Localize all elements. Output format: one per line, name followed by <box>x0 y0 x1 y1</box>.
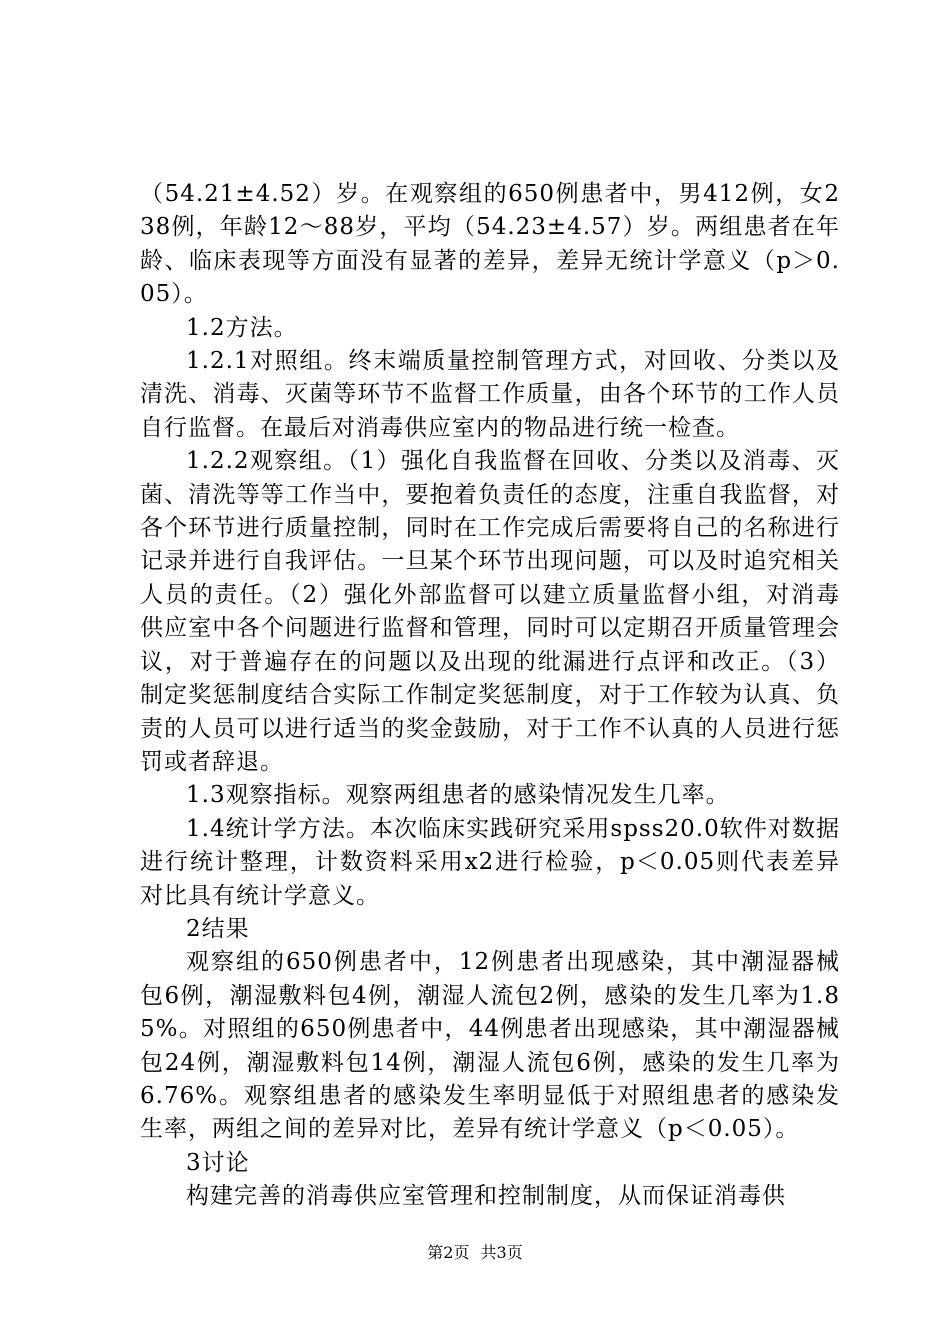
paragraph-results: 观察组的650例患者中，12例患者出现感染，其中潮湿器械包6例，潮湿敷料包4例，潮湿人流包2例，感染的发生几率为1.85%。对照组的650例患者中，44例患者出现感染，其中潮湿器械包24例，潮湿敷料包14例，潮湿人流包6例，感染的发生几率为6.76%。观察组患者的感染发生率明显低于对照组患者的感染发生率，两组之间的差异对比，差异有统计学意义（p＜0.05）。 <box>140 949 840 1143</box>
paragraph-discussion: 构建完善的消毒供应室管理和控制制度，从而保证消毒供 <box>186 1183 786 1210</box>
heading-discussion: 3讨论 <box>186 1149 250 1176</box>
document-body <box>140 178 840 1214</box>
page-number-current: 第2页 <box>427 1243 470 1262</box>
paragraph-observation-group: 1.2.2观察组。（1）强化自我监督在回收、分类以及消毒、灭菌、清洗等等工作当中，要抱着负责任的态度，注重自我监督，对各个环节进行质量控制，同时在工作完成后需要将自己的名称进行记录并进行自我评估。一旦某个环节出现问题，可以及时追究相关人员的责任。（2）强化外部监督可以建立质量监督小组，对消毒供应室中各个问题进行监督和管理，同时可以定期召开质量管理会议，对于普遍存在的问题以及出现的纰漏进行点评和改正。（3）制定奖惩制度结合实际工作制定奖惩制度，对于工作较为认真、负责的人员可以进行适当的奖金鼓励，对于工作不认真的人员进行惩罚或者辞退。 <box>140 448 840 775</box>
heading-results: 2结果 <box>186 915 250 942</box>
page-footer <box>0 1243 950 1263</box>
paragraph-observation-index: 1.3观察指标。观察两组患者的感染情况发生几率。 <box>186 782 730 809</box>
paragraph-control-group: 1.2.1对照组。终末端质量控制管理方式，对回收、分类以及清洗、消毒、灭菌等环节不监督工作质量，由各个环节的工作人员自行监督。在最后对消毒供应室内的物品进行统一检查。 <box>140 348 840 441</box>
paragraph-statistics: 1.4统计学方法。本次临床实践研究采用spss20.0软件对数据进行统计整理，计数资料采用x2进行检验，p＜0.05则代表差异对比具有统计学意义。 <box>140 815 840 909</box>
page-number-total: 共3页 <box>480 1243 523 1262</box>
heading-methods: 1.2方法。 <box>186 314 298 341</box>
paragraph-demographics: （54.21±4.52）岁。在观察组的650例患者中，男412例，女238例，年龄12～88岁，平均（54.23±4.57）岁。两组患者在年龄、临床表现等方面没有显著的差异，差异无统计学意义（p＞0.05）。 <box>140 181 840 308</box>
